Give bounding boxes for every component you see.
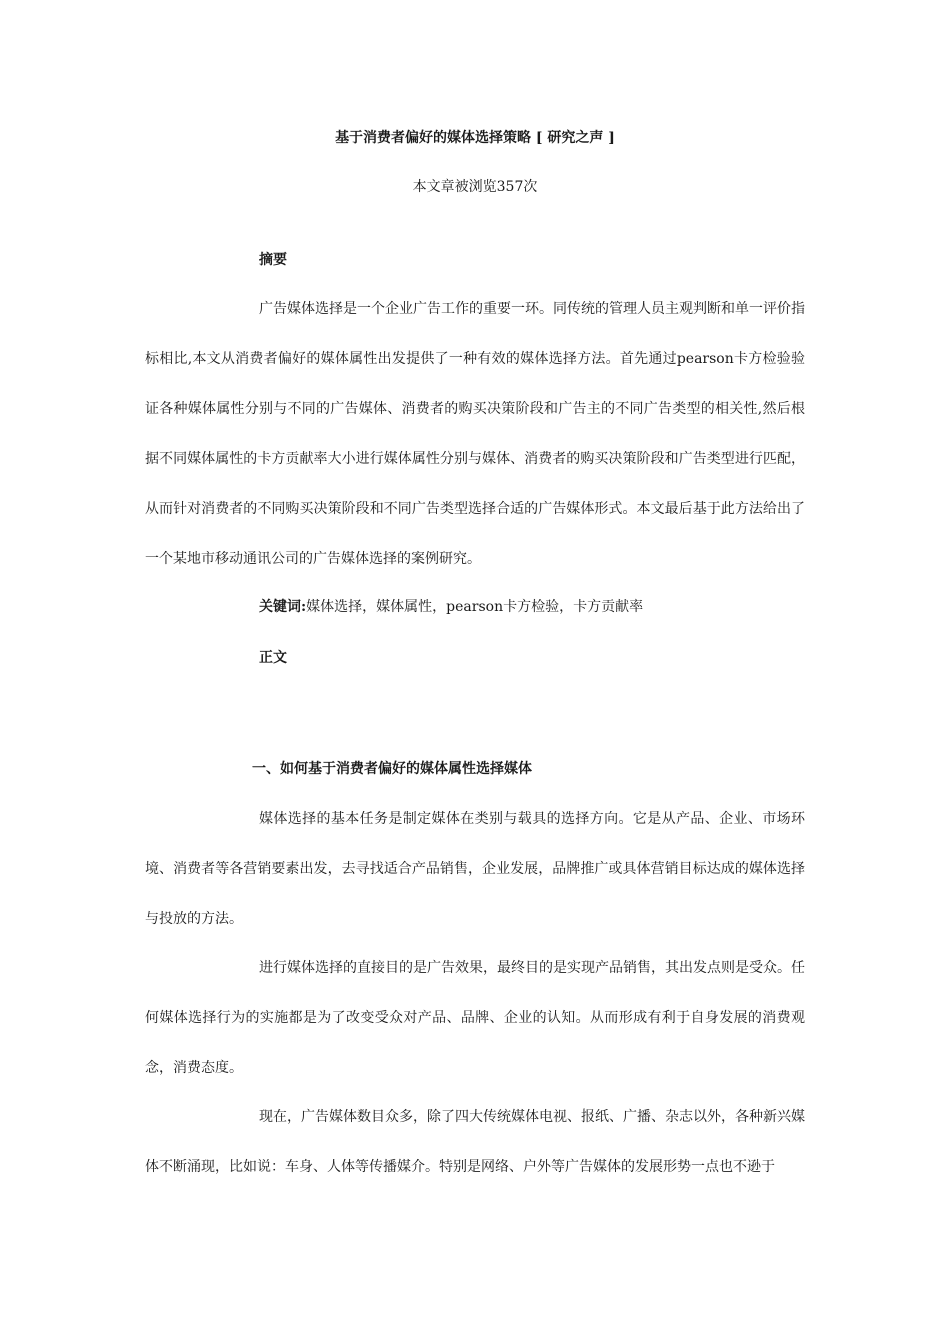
- section-heading: 一、如何基于消费者偏好的媒体属性选择媒体: [252, 761, 532, 777]
- body-heading: 正文: [259, 650, 287, 666]
- body-paragraph: 进行媒体选择的直接目的是广告效果，最终目的是实现产品销售，其出发点则是受众。任何媒体选择行为的实施都是为了改变受众对产品、品牌、企业的认知。从而形成有利于自身发展的消费观念，消费态度。: [145, 960, 805, 1076]
- abstract-heading: 摘要: [259, 252, 287, 268]
- body-paragraph: 现在，广告媒体数目众多，除了四大传统媒体电视、报纸、广播、杂志以外，各种新兴媒体不断涌现，比如说：车身、人体等传播媒介。特别是网络、户外等广告媒体的发展形势一点也不逊于: [145, 1109, 805, 1175]
- view-count: 本文章被浏览357次: [412, 179, 538, 195]
- keywords-label: 关键词:: [259, 599, 307, 615]
- keywords-text: 媒体选择，媒体属性，pearson卡方检验，卡方贡献率: [306, 599, 644, 615]
- abstract-paragraph: 广告媒体选择是一个企业广告工作的重要一环。同传统的管理人员主观判断和单一评价指标相比,本文从消费者偏好的媒体属性出发提供了一种有效的媒体选择方法。首先通过pearson卡方检验验证各种媒体属性分别与不同的广告媒体、消费者的购买决策阶段和广告主的不同广告类型的相关性,然后根据不同媒体属性的卡方贡献率大小进行媒体属性分别与媒体、消费者的购买决策阶段和广告类型进行匹配，从而针对消费者的不同购买决策阶段和不同广告类型选择合适的广告媒体形式。本文最后基于此方法给出了一个某地市移动通讯公司的广告媒体选择的案例研究。: [145, 301, 805, 567]
- body-paragraph: 媒体选择的基本任务是制定媒体在类别与载具的选择方向。它是从产品、企业、市场环境、消费者等各营销要素出发，去寻找适合产品销售，企业发展，品牌推广或具体营销目标达成的媒体选择与投放的方法。: [145, 811, 805, 927]
- keywords-line: [259, 597, 643, 617]
- article-title: 基于消费者偏好的媒体选择策略 [ 研究之声 ]: [335, 130, 615, 146]
